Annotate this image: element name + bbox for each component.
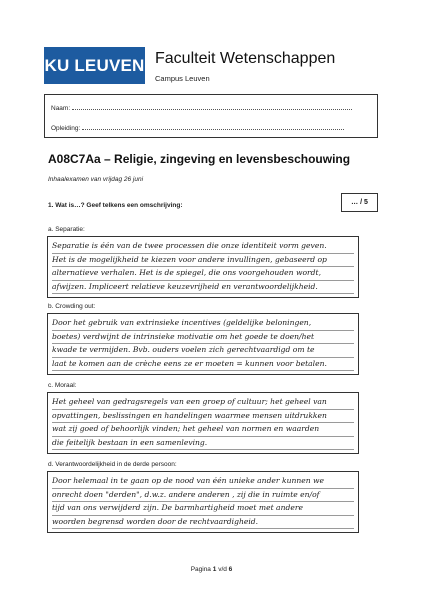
program-field[interactable] [51,124,344,132]
part-b-label: b. Crowding out: [48,303,96,310]
part-d-label: d. Verantwoordelijkheid in de derde persoon: [48,461,177,468]
answer-line: Separatie is één van de twee processen die onze identiteit vorm geven. [52,240,354,254]
answer-line: Door het gebruik van extrinsieke incentives (geldelijke beloningen, [52,317,354,331]
name-dotted-line [72,104,352,110]
course-title: A08C7Aa – Religie, zingeving en levensbeschouwing [48,152,351,166]
answer-line: onrecht doen "derden", d.w.z. andere anderen , zij die in ruimte en/of [52,489,354,503]
score-text: … / 5 [351,199,368,206]
name-field[interactable] [51,104,352,112]
program-dotted-line [82,124,344,130]
answer-line: boetes) verdwijnt de intrinsieke motivatie om het goede te doen/het [52,331,354,345]
campus-subtitle: Campus Leuven [155,74,210,83]
page-label: Pagina [190,566,211,573]
answer-line: afwijzen. Impliceert relatieve keuzevrijheid en verantwoordelijkheid. [52,281,354,295]
page-current: 1 [212,566,217,573]
answer-line: wat zij goed of behoorlijk vinden; het geheel van normen en waarden [52,423,354,437]
page-total: 6 [228,566,233,573]
page-footer [0,566,423,573]
page-separator: v/d [218,566,227,573]
answer-line: Het is de mogelijkheid te kiezen voor andere invullingen, gebaseerd op [52,254,354,268]
answer-line: tijd van ons verwijderd zijn. De barmhartigheid moet met andere [52,502,354,516]
part-a-label: a. Separatie: [48,226,85,233]
logo-text: KU LEUVEN [44,55,145,75]
faculty-title: Faculteit Wetenschappen [155,50,336,67]
exam-date: Inhaalexamen van vrijdag 26 juni [48,176,144,183]
part-a-answer[interactable] [47,236,359,298]
score-box [341,193,378,212]
answer-line: alternatieve verhalen. Het is de spiegel, die ons voorgehouden wordt, [52,267,354,281]
answer-line: laat te komen aan de crèche eens ze er moeten = kunnen voor betalen. [52,358,354,372]
answer-line: kwade te vermijden. Bvb. ouders voelen zich gerechtvaardigd om te [52,344,354,358]
program-label: Opleiding: [51,125,81,132]
answer-line: Het geheel van gedragsregels van een groep of cultuur; het geheel van [52,396,354,410]
student-info-box [44,94,378,138]
ku-leuven-logo [44,47,145,84]
answer-line: Door helemaal in te gaan op de nood van één unieke ander kunnen we [52,475,354,489]
name-label: Naam: [51,105,71,112]
answer-line: opvattingen, beslissingen en handelingen waarmee mensen uitdrukken [52,410,354,424]
part-b-answer[interactable] [47,313,359,375]
part-c-answer[interactable] [47,392,359,454]
part-c-label: c. Moraal: [48,382,77,389]
part-d-answer[interactable] [47,471,359,533]
answer-line: die feitelijk bestaan in een samenleving. [52,437,354,451]
answer-line: woorden begrensd worden door de rechtvaardigheid. [52,516,354,530]
question-title: 1. Wat is…? Geef telkens een omschrijving: [48,202,183,209]
